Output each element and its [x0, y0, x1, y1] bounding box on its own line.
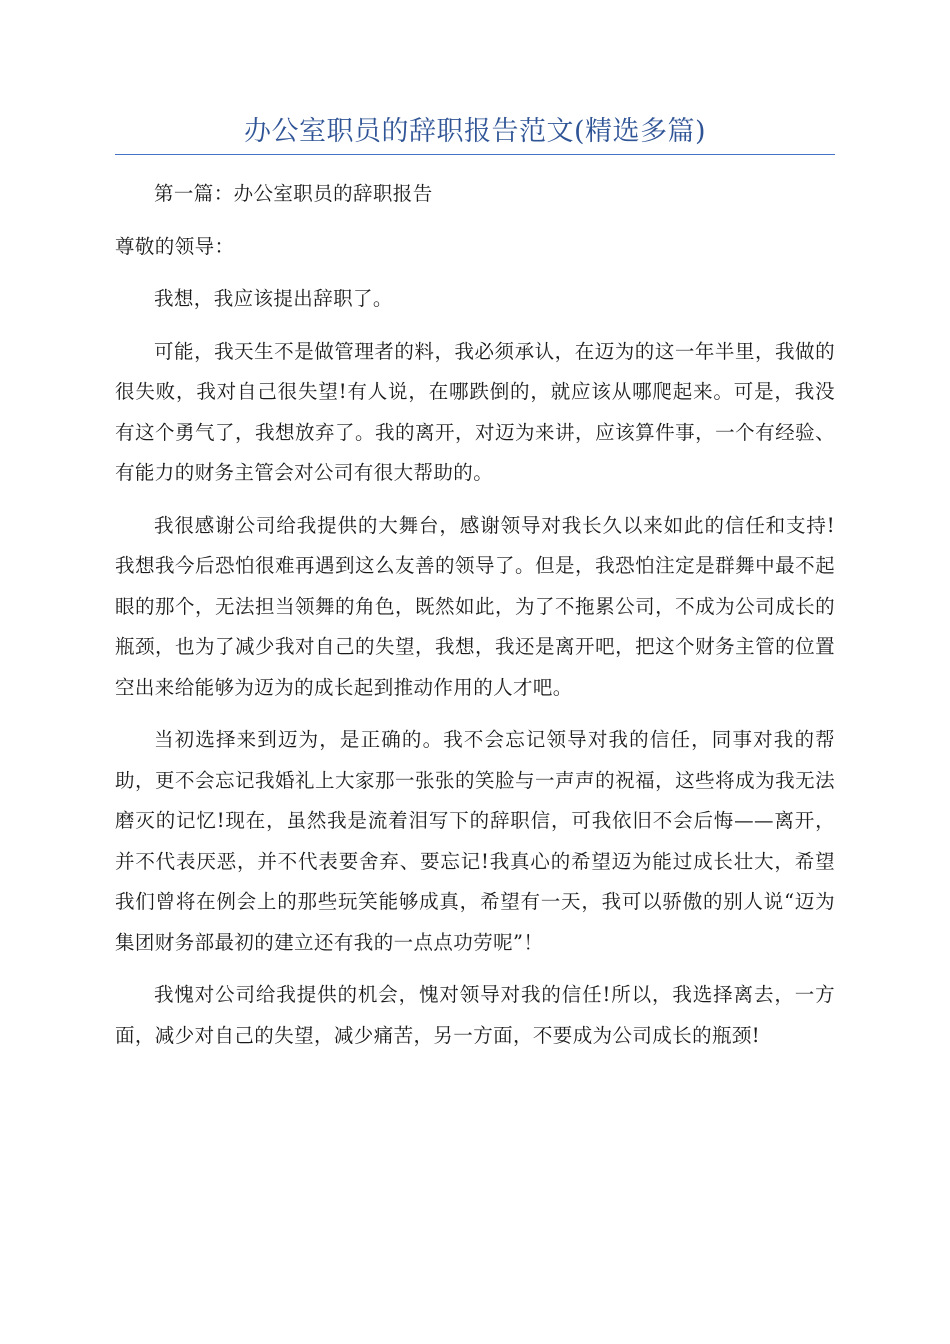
paragraph: 我很感谢公司给我提供的大舞台，感谢领导对我长久以来如此的信任和支持!我想我今后恐怕很难再遇到这么友善的领导了。但是，我恐怕注定是群舞中最不起眼的那个，无法担当领舞的角色，既然如此，为了不拖累公司，不成为公司成长的瓶颈，也为了减少我对自己的失望，我想，我还是离开吧，把这个财务主管的位置空出来给能够为迈为的成长起到推动作用的人才吧。 — [115, 513, 835, 699]
section-heading: 第一篇：办公室职员的辞职报告 — [154, 182, 433, 205]
paragraph: 我想，我应该提出辞职了。 — [154, 287, 393, 310]
paragraph: 可能，我天生不是做管理者的料，我必须承认，在迈为的这一年半里，我做的很失败，我对自己很失望!有人说，在哪跌倒的，就应该从哪爬起来。可是，我没有这个勇气了，我想放弃了。我的离开，对迈为来讲，应该算件事，一个有经验、有能力的财务主管会对公司有很大帮助的。 — [115, 339, 835, 484]
paragraph: 我愧对公司给我提供的机会，愧对领导对我的信任!所以，我选择离去，一方面，减少对自己的失望，减少痛苦，另一方面，不要成为公司成长的瓶颈! — [115, 983, 835, 1047]
paragraph: 当初选择来到迈为，是正确的。我不会忘记领导对我的信任，同事对我的帮助，更不会忘记我婚礼上大家那一张张的笑脸与一声声的祝福，这些将成为我无法磨灭的记忆!现在，虽然我是流着泪写下的辞职信，可我依旧不会后悔——离开，并不代表厌恶，并不代表要舍弃、要忘记!我真心的希望迈为能过成长壮大，希望我们曾将在例会上的那些玩笑能够成真，希望有一天，我可以骄傲的别人说“迈为集团财务部最初的建立还有我的一点点功劳呢”！ — [115, 728, 835, 954]
salutation: 尊敬的领导： — [115, 234, 235, 258]
document-body — [115, 174, 835, 1068]
title-underline — [115, 154, 835, 155]
document-title: 办公室职员的辞职报告范文(精选多篇) — [243, 116, 707, 147]
